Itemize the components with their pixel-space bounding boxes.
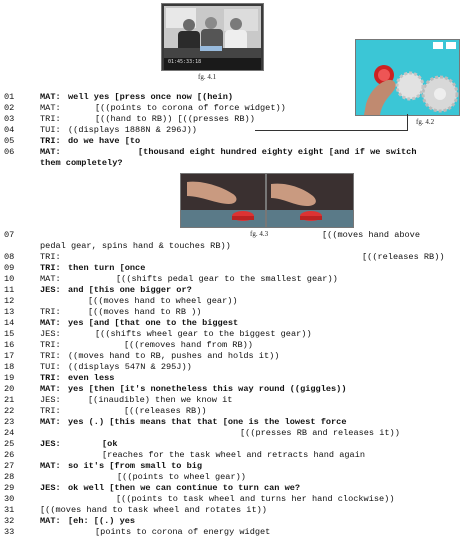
utterance-text: [((releases RB)) xyxy=(124,406,207,416)
line-number: 04 xyxy=(4,125,15,135)
speaker-label: JES: xyxy=(40,483,61,493)
utterance-text: [((moves hand to wheel gear)) xyxy=(88,296,238,306)
utterance-text: [((moves hand to RB )) xyxy=(88,307,202,317)
speaker-label: TRI: xyxy=(40,351,61,361)
line-number: 25 xyxy=(4,439,15,449)
line-number: 15 xyxy=(4,329,15,339)
utterance-text: [((points to task wheel and turns her hand clockwise)) xyxy=(116,494,395,504)
line-number: 14 xyxy=(4,318,15,328)
utterance-text: even less xyxy=(68,373,115,383)
utterance-text: and [this one bigger or? xyxy=(68,285,192,295)
line-number: 11 xyxy=(4,285,15,295)
utterance-text: [((presses RB and releases it)) xyxy=(240,428,400,438)
speaker-label: TRI: xyxy=(40,307,61,317)
line-number: 07 xyxy=(4,230,15,240)
utterance-text: [((moves hand to task wheel and rotates it)) xyxy=(40,505,267,515)
utterance-text: ok well [then we can continue to turn can we? xyxy=(68,483,301,493)
utterance-text: [(inaudible) then we know it xyxy=(88,395,233,405)
utterance-text: [((shifts wheel gear to the biggest gear)) xyxy=(95,329,312,339)
utterance-text: [reaches for the task wheel and retracts hand again xyxy=(102,450,366,460)
utterance-text: [eh: [(.) yes xyxy=(68,516,136,526)
speaker-label: MAT: xyxy=(40,516,61,526)
figure-4-2-connector-vertical xyxy=(407,114,408,130)
speaker-label: MAT: xyxy=(40,461,61,471)
line-number: 09 xyxy=(4,263,15,273)
line-number: 02 xyxy=(4,103,15,113)
utterance-text: yes [and [that one to the biggest xyxy=(68,318,239,328)
utterance-text: [points to corona of energy widget xyxy=(95,527,271,537)
figure-4-1-caption: fg. 4.1 xyxy=(198,73,217,81)
figure-4-1-image xyxy=(161,3,264,71)
utterance-text: do we have [to xyxy=(68,136,141,146)
utterance-text: ((displays 547N & 295J)) xyxy=(68,362,192,372)
utterance-text: ((moves hand to RB, pushes and holds it)) xyxy=(68,351,280,361)
utterance-text: yes [then [it's nonetheless this way round ((giggles)) xyxy=(68,384,347,394)
utterance-text: pedal gear, spins hand & touches RB)) xyxy=(40,241,231,251)
line-number: 21 xyxy=(4,395,15,405)
line-number: 18 xyxy=(4,362,15,372)
line-number: 16 xyxy=(4,340,15,350)
utterance-text: yes (.) [this means that that [one is the lowest force xyxy=(68,417,347,427)
line-number: 08 xyxy=(4,252,15,262)
utterance-text: [thousand eight hundred eighty eight [and if we switch xyxy=(138,147,417,157)
utterance-text: [((shifts pedal gear to the smallest gear)) xyxy=(116,274,338,284)
utterance-text: well yes [press once now [(hein) xyxy=(68,92,234,102)
utterance-text: [ok xyxy=(102,439,118,449)
speaker-label: MAT: xyxy=(40,147,61,157)
figure-4-2-caption: fg. 4.2 xyxy=(416,118,435,126)
speaker-label: TRI: xyxy=(40,340,61,350)
speaker-label: JES: xyxy=(40,329,61,339)
utterance-text: so it's [from small to big xyxy=(68,461,203,471)
speaker-label: TRI: xyxy=(40,263,61,273)
line-number: 03 xyxy=(4,114,15,124)
line-number: 01 xyxy=(4,92,15,102)
line-number: 24 xyxy=(4,428,15,438)
speaker-label: TUI: xyxy=(40,125,61,135)
utterance-text: [((removes hand from RB)) xyxy=(124,340,253,350)
figure-4-3-right-image xyxy=(266,173,354,228)
line-number: 06 xyxy=(4,147,15,157)
figure-4-1-timestamp: 01:45:33:18 xyxy=(168,59,202,65)
line-number: 23 xyxy=(4,417,15,427)
line-number: 19 xyxy=(4,373,15,383)
speaker-label: JES: xyxy=(40,439,61,449)
speaker-label: JES: xyxy=(40,395,61,405)
line-number: 28 xyxy=(4,472,15,482)
speaker-label: MAT: xyxy=(40,417,61,427)
speaker-label: MAT: xyxy=(40,274,61,284)
utterance-text: then turn [once xyxy=(68,263,146,273)
speaker-label: MAT: xyxy=(40,384,61,394)
utterance-text: [((hand to RB)) [((presses RB)) xyxy=(95,114,255,124)
line-number: 30 xyxy=(4,494,15,504)
speaker-label: TRI: xyxy=(40,252,61,262)
line-number: 32 xyxy=(4,516,15,526)
line-number: 31 xyxy=(4,505,15,515)
line-number: 26 xyxy=(4,450,15,460)
line-number: 22 xyxy=(4,406,15,416)
speaker-label: JES: xyxy=(40,285,61,295)
line-number: 27 xyxy=(4,461,15,471)
figure-4-3-left-image xyxy=(180,173,266,228)
line-number: 10 xyxy=(4,274,15,284)
utterance-text: ((displays 1888N & 296J)) xyxy=(68,125,197,135)
speaker-label: MAT: xyxy=(40,103,61,113)
utterance-text: them completely? xyxy=(40,158,123,168)
utterance-text: [((points to wheel gear)) xyxy=(117,472,246,482)
line-number: 12 xyxy=(4,296,15,306)
speaker-label: TRI: xyxy=(40,373,61,383)
speaker-label: MAT: xyxy=(40,318,61,328)
utterance-text: [((points to corona of force widget)) xyxy=(95,103,286,113)
figure-4-3-caption: fg. 4.3 xyxy=(250,230,269,238)
line-number: 20 xyxy=(4,384,15,394)
speaker-label: TRI: xyxy=(40,114,61,124)
line-number: 05 xyxy=(4,136,15,146)
figure-4-2-connector-horizontal xyxy=(255,130,408,131)
line-number: 29 xyxy=(4,483,15,493)
line-number: 17 xyxy=(4,351,15,361)
speaker-label: TRI: xyxy=(40,406,61,416)
speaker-label: TRI: xyxy=(40,136,61,146)
speaker-label: TUI: xyxy=(40,362,61,372)
figure-4-2-image xyxy=(355,39,460,116)
speaker-label: MAT: xyxy=(40,92,61,102)
line-number: 33 xyxy=(4,527,15,537)
utterance-text: [((moves hand above xyxy=(322,230,420,240)
utterance-text: [((releases RB)) xyxy=(362,252,445,262)
line-number: 13 xyxy=(4,307,15,317)
